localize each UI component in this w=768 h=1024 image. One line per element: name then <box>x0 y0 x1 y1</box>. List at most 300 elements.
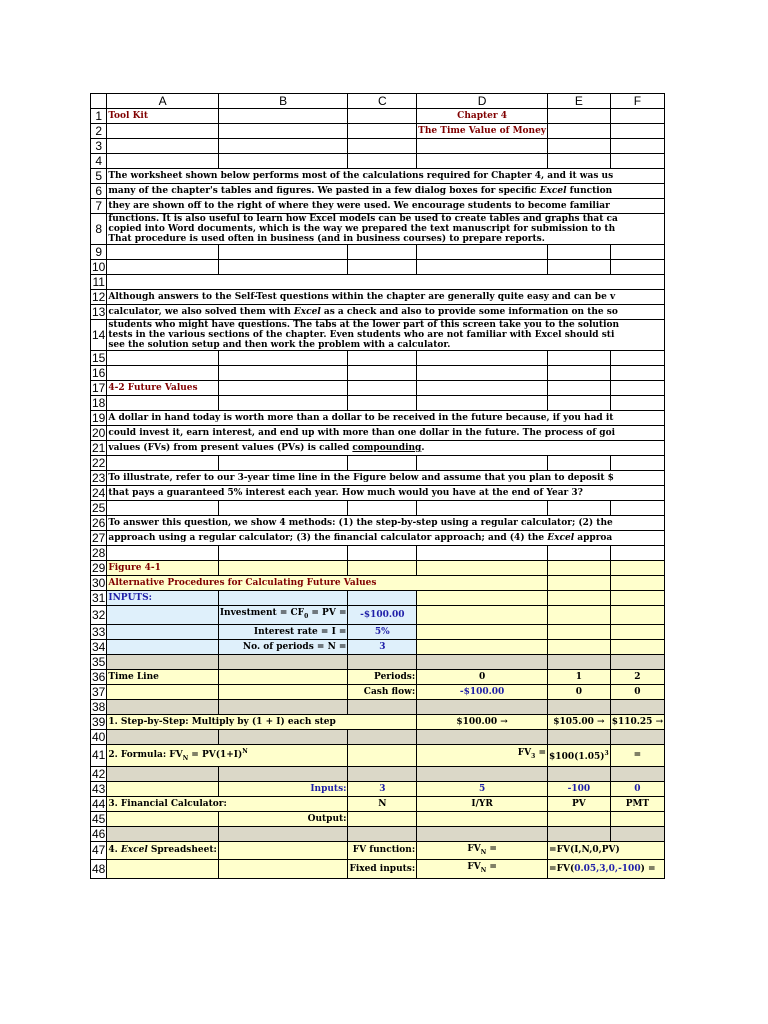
cell[interactable] <box>417 639 548 654</box>
cell[interactable] <box>348 456 417 471</box>
cell[interactable] <box>417 766 548 781</box>
selftest-paragraph-line: as a check and also to provide some information on the so <box>320 307 618 317</box>
cell[interactable] <box>610 154 664 169</box>
cell-a8[interactable] <box>107 214 665 245</box>
formula-equals[interactable]: = <box>610 744 664 766</box>
selftest-paragraph-line: students who might have questions. The tabs at the lower part of this screen take you to the solution <box>108 320 620 330</box>
cell[interactable] <box>610 109 664 124</box>
cell-a14[interactable] <box>107 320 665 351</box>
cell[interactable] <box>610 699 664 714</box>
cell[interactable] <box>610 139 664 154</box>
cell[interactable] <box>107 124 218 139</box>
cell[interactable] <box>417 381 548 396</box>
row-header[interactable]: 16 <box>92 366 106 380</box>
cell[interactable] <box>107 781 218 796</box>
cell[interactable] <box>218 826 348 841</box>
cell[interactable] <box>417 154 548 169</box>
cell[interactable] <box>548 591 611 606</box>
row-header[interactable]: 41 <box>91 744 107 766</box>
calc-iyr-value[interactable]: 5 <box>417 781 548 796</box>
row-header[interactable]: 37 <box>92 684 106 699</box>
column-header-row <box>91 94 665 109</box>
cell[interactable] <box>548 576 611 591</box>
row-header[interactable]: 42 <box>92 766 106 781</box>
period-0[interactable]: 0 <box>417 669 548 684</box>
cash-flow-label[interactable]: Cash flow: <box>348 684 417 699</box>
cell[interactable] <box>107 245 218 260</box>
cell[interactable] <box>348 826 417 841</box>
cell[interactable] <box>218 154 348 169</box>
cell[interactable] <box>548 124 611 139</box>
cell[interactable] <box>218 841 348 860</box>
cell[interactable] <box>610 381 664 396</box>
cell[interactable] <box>348 729 417 744</box>
cell-a19[interactable] <box>107 411 665 426</box>
step-value-1[interactable]: $105.00 → <box>548 714 611 729</box>
cell[interactable] <box>218 684 348 699</box>
row-header[interactable]: 17 <box>92 381 106 395</box>
label-text: 2. Formula: FV <box>108 749 183 760</box>
cell[interactable] <box>218 501 348 516</box>
cell[interactable] <box>610 366 664 381</box>
cell[interactable] <box>218 729 348 744</box>
cell[interactable] <box>107 624 218 639</box>
subscript: N <box>480 848 487 856</box>
row-39 <box>91 714 665 729</box>
selftest-paragraph-line: calculator, we also solved them with <box>108 307 294 317</box>
cell[interactable] <box>548 811 611 826</box>
cash-flow-0[interactable]: -$100.00 <box>417 684 548 699</box>
cell-a12[interactable] <box>107 290 665 305</box>
selftest-paragraph-line: tests in the various sections of the chapter. Even students who are not familiar with Excel should sti <box>108 330 615 340</box>
row-10 <box>91 260 665 275</box>
row-header[interactable]: 22 <box>92 456 106 470</box>
section-heading[interactable]: 4-2 Future Values <box>107 381 218 396</box>
row-header[interactable]: 12 <box>92 290 106 304</box>
cell-a21[interactable] <box>107 441 665 456</box>
methods-paragraph-line: approach using a regular calculator; (3) the financial calculator approach; and (4) the <box>108 533 548 543</box>
selftest-paragraph-line: see the solution setup and then work the problem with a calculator. <box>108 340 451 350</box>
cell[interactable] <box>218 654 348 669</box>
row-header[interactable]: 4 <box>91 154 107 169</box>
formula-text: $100(1.05) <box>549 751 605 762</box>
cell[interactable] <box>417 396 548 411</box>
row-header[interactable]: 27 <box>92 531 106 545</box>
cell[interactable] <box>548 826 611 841</box>
cell[interactable] <box>548 766 611 781</box>
periods-input[interactable]: 3 <box>348 639 417 654</box>
cell[interactable] <box>218 351 348 366</box>
cell[interactable] <box>610 591 664 606</box>
cell[interactable] <box>548 561 611 576</box>
cell[interactable] <box>548 139 611 154</box>
cell-a24[interactable] <box>107 486 665 501</box>
cell-a20[interactable] <box>107 426 665 441</box>
cell[interactable] <box>107 860 218 879</box>
row-header[interactable]: 19 <box>92 411 106 425</box>
cell[interactable] <box>348 351 417 366</box>
cell[interactable] <box>548 260 611 275</box>
row-25 <box>91 501 665 516</box>
cell[interactable] <box>218 860 348 879</box>
cell[interactable] <box>610 124 664 139</box>
corner-cell[interactable] <box>91 94 107 109</box>
formula-label[interactable] <box>107 744 348 766</box>
cell[interactable] <box>548 396 611 411</box>
cell[interactable] <box>218 591 348 606</box>
calc-n-label[interactable]: N <box>348 796 417 811</box>
example-paragraph-line: that pays a guaranteed 5% interest each year. How much would you have at the end of Year 3? <box>108 488 583 498</box>
row-header[interactable]: 29 <box>92 561 106 575</box>
cell[interactable] <box>107 811 218 826</box>
fv-paragraph-line: could invest it, earn interest, and end up with more than one dollar in the future. The process of goi <box>108 428 616 438</box>
cell[interactable] <box>417 729 548 744</box>
cell[interactable] <box>610 729 664 744</box>
interest-rate-input[interactable]: 5% <box>348 624 417 639</box>
fv-function-label[interactable]: FV function: <box>348 841 417 860</box>
intro-paragraph-line: they are shown off to the right of where they were used. We encourage students to become familiar <box>108 201 610 211</box>
cell[interactable] <box>417 624 548 639</box>
fv3-label[interactable] <box>417 744 548 766</box>
figure-title[interactable]: Alternative Procedures for Calculating Future Values <box>107 576 548 591</box>
cell[interactable] <box>417 591 548 606</box>
row-43 <box>91 781 665 796</box>
cell[interactable] <box>548 501 611 516</box>
cell-d2[interactable] <box>417 124 548 139</box>
cell[interactable] <box>417 501 548 516</box>
cell[interactable] <box>348 109 417 124</box>
cell[interactable] <box>348 381 417 396</box>
row-header[interactable]: 8 <box>91 214 107 245</box>
cell[interactable] <box>548 729 611 744</box>
column-header-f[interactable]: F <box>610 94 664 109</box>
cell[interactable] <box>548 546 611 561</box>
cell[interactable] <box>610 501 664 516</box>
cell[interactable] <box>348 154 417 169</box>
cell[interactable] <box>417 139 548 154</box>
investment-label[interactable] <box>218 606 348 625</box>
cell[interactable] <box>610 245 664 260</box>
period-1[interactable]: 1 <box>548 669 611 684</box>
cell[interactable] <box>218 124 348 139</box>
cash-flow-2[interactable]: 0 <box>610 684 664 699</box>
cell[interactable] <box>417 366 548 381</box>
cell[interactable] <box>417 826 548 841</box>
cell[interactable] <box>218 381 348 396</box>
row-header[interactable]: 15 <box>92 351 106 365</box>
cell[interactable] <box>107 766 218 781</box>
cell[interactable] <box>348 591 417 606</box>
row-24 <box>91 486 665 501</box>
row-header[interactable]: 36 <box>92 669 106 684</box>
periods-row-label[interactable]: Periods: <box>348 669 417 684</box>
excel-spreadsheet-label[interactable] <box>107 841 218 860</box>
cell[interactable] <box>610 826 664 841</box>
cell-a11[interactable] <box>107 275 665 290</box>
row-header[interactable]: 1 <box>91 109 107 124</box>
row-header[interactable]: 23 <box>92 471 106 485</box>
cell[interactable] <box>548 366 611 381</box>
cell-a13[interactable] <box>107 305 665 320</box>
cell[interactable] <box>548 381 611 396</box>
row-header[interactable]: 28 <box>92 546 106 560</box>
column-header-d[interactable]: D <box>417 94 548 109</box>
cell[interactable] <box>348 654 417 669</box>
cell-a23[interactable] <box>107 471 665 486</box>
row-header[interactable]: 31 <box>92 591 106 605</box>
cell[interactable] <box>548 624 611 639</box>
cell[interactable] <box>348 260 417 275</box>
row-45 <box>91 811 665 826</box>
row-header[interactable]: 39 <box>92 714 106 729</box>
cell[interactable] <box>417 811 548 826</box>
label-text: Investment = CF <box>219 608 305 618</box>
cell[interactable] <box>348 766 417 781</box>
fvn-label[interactable] <box>417 860 548 879</box>
cell[interactable] <box>218 260 348 275</box>
cell[interactable] <box>548 606 611 625</box>
cell[interactable] <box>610 561 664 576</box>
figure-label[interactable]: Figure 4-1 <box>107 561 218 576</box>
cell[interactable] <box>107 729 218 744</box>
cell[interactable] <box>107 546 218 561</box>
financial-calculator-label[interactable]: 3. Financial Calculator: <box>107 796 348 811</box>
cell[interactable] <box>610 546 664 561</box>
cell[interactable] <box>610 811 664 826</box>
cell[interactable] <box>348 139 417 154</box>
label-text: = <box>486 843 497 854</box>
step-value-0[interactable]: $100.00 → <box>417 714 548 729</box>
row-header[interactable]: 26 <box>92 516 106 530</box>
cell[interactable] <box>610 606 664 625</box>
cell[interactable] <box>348 501 417 516</box>
cell[interactable] <box>610 260 664 275</box>
cell[interactable] <box>107 154 218 169</box>
cell[interactable] <box>610 576 664 591</box>
row-7 <box>91 199 665 214</box>
cell[interactable] <box>218 699 348 714</box>
row-19 <box>91 411 665 426</box>
cell[interactable] <box>548 109 611 124</box>
row-header[interactable]: 48 <box>91 860 107 879</box>
cell[interactable] <box>417 606 548 625</box>
cell[interactable] <box>348 699 417 714</box>
excel-italic: Excel <box>120 845 148 856</box>
cell[interactable] <box>548 245 611 260</box>
calc-pmt-value[interactable]: 0 <box>610 781 664 796</box>
cell[interactable] <box>348 124 417 139</box>
row-header[interactable]: 11 <box>92 275 105 289</box>
row-header[interactable]: 38 <box>92 699 106 714</box>
row-header[interactable]: 44 <box>92 796 106 811</box>
cell[interactable] <box>348 561 417 576</box>
cell[interactable] <box>548 699 611 714</box>
cell[interactable] <box>610 624 664 639</box>
intro-paragraph-line: The worksheet shown below performs most of the calculations required for Chapter 4, and it was us <box>108 171 614 181</box>
cell[interactable] <box>348 744 417 766</box>
row-header[interactable]: 10 <box>92 260 106 274</box>
row-header[interactable]: 45 <box>92 811 106 826</box>
row-header[interactable]: 46 <box>92 826 106 841</box>
step-value-2[interactable]: $110.25 → <box>610 714 664 729</box>
fixed-inputs-label[interactable]: Fixed inputs: <box>348 860 417 879</box>
row-header[interactable]: 9 <box>91 245 107 260</box>
cell[interactable] <box>218 766 348 781</box>
cell[interactable] <box>417 654 548 669</box>
cell-a1[interactable]: Tool Kit <box>107 109 218 124</box>
row-header[interactable]: 7 <box>91 199 107 214</box>
row-header[interactable]: 5 <box>91 169 107 184</box>
cell[interactable] <box>107 260 218 275</box>
cell-a26[interactable] <box>107 516 665 531</box>
row-1 <box>91 109 665 124</box>
time-line-label[interactable]: Time Line <box>107 669 218 684</box>
row-29 <box>91 561 665 576</box>
column-header-e[interactable]: E <box>548 94 611 109</box>
row-32 <box>91 606 665 625</box>
calc-iyr-label[interactable]: I/YR <box>417 796 548 811</box>
selftest-paragraph-line: Although answers to the Self-Test questions within the chapter are generally quite easy and can be v <box>108 292 616 302</box>
row-header[interactable]: 35 <box>92 654 106 669</box>
row-header[interactable]: 40 <box>92 729 106 744</box>
cell[interactable] <box>548 351 611 366</box>
fixed-inputs-formula[interactable] <box>548 860 665 879</box>
cell[interactable] <box>610 654 664 669</box>
excel-italic: Excel <box>293 307 321 317</box>
cell[interactable] <box>218 669 348 684</box>
row-header[interactable]: 33 <box>92 624 106 639</box>
cell[interactable] <box>218 561 348 576</box>
cell[interactable] <box>218 396 348 411</box>
row-header[interactable]: 13 <box>92 305 106 319</box>
cell[interactable] <box>107 501 218 516</box>
period-2[interactable]: 2 <box>610 669 664 684</box>
cell[interactable] <box>218 546 348 561</box>
fvn-label[interactable] <box>417 841 548 860</box>
cell[interactable] <box>107 826 218 841</box>
cell-a27[interactable] <box>107 531 665 546</box>
cash-flow-1[interactable]: 0 <box>548 684 611 699</box>
interest-rate-label[interactable]: Interest rate = I = <box>218 624 348 639</box>
row-38 <box>91 699 665 714</box>
row-34 <box>91 639 665 654</box>
row-header[interactable]: 6 <box>91 184 107 199</box>
cell[interactable] <box>548 456 611 471</box>
cell[interactable] <box>218 139 348 154</box>
intro-paragraph-line: functions. It is also useful to learn how Excel models can be used to create tables and graphs that ca <box>108 214 618 224</box>
cell[interactable] <box>107 396 218 411</box>
cell[interactable] <box>610 456 664 471</box>
cell[interactable] <box>218 245 348 260</box>
row-2 <box>91 124 665 139</box>
formula-expression[interactable] <box>548 744 611 766</box>
row-header[interactable]: 3 <box>91 139 107 154</box>
calc-pv-value[interactable]: -100 <box>548 781 611 796</box>
cell[interactable] <box>417 546 548 561</box>
cell[interactable] <box>107 351 218 366</box>
cell-a7[interactable] <box>107 199 665 214</box>
calc-pmt-label[interactable]: PMT <box>610 796 664 811</box>
column-header-a[interactable]: A <box>107 94 218 109</box>
fv-function-formula[interactable]: =FV(I,N,0,PV) <box>548 841 665 860</box>
cell[interactable] <box>107 684 218 699</box>
row-header[interactable]: 32 <box>91 606 107 625</box>
cell[interactable] <box>417 260 548 275</box>
periods-label[interactable]: No. of periods = N = <box>218 639 348 654</box>
cell[interactable] <box>548 154 611 169</box>
cell[interactable] <box>348 396 417 411</box>
inputs-label[interactable]: INPUTS: <box>107 591 218 606</box>
cell[interactable] <box>417 456 548 471</box>
cell[interactable] <box>218 109 348 124</box>
sheet-title: The Time Value of Money <box>418 126 547 136</box>
row-header[interactable]: 30 <box>92 576 106 590</box>
row-header[interactable]: 24 <box>92 486 106 500</box>
cell[interactable] <box>417 245 548 260</box>
row-header[interactable]: 20 <box>92 426 106 440</box>
row-21 <box>91 441 665 456</box>
column-header-b[interactable]: B <box>218 94 348 109</box>
cell[interactable] <box>610 351 664 366</box>
row-header[interactable]: 47 <box>91 841 107 860</box>
row-header[interactable]: 25 <box>92 501 106 515</box>
cell[interactable] <box>610 766 664 781</box>
row-header[interactable]: 43 <box>92 781 106 796</box>
row-header[interactable]: 21 <box>92 441 106 455</box>
label-text: = <box>486 862 497 873</box>
column-header-c[interactable]: C <box>348 94 417 109</box>
row-header[interactable]: 2 <box>91 124 107 139</box>
cell[interactable] <box>107 699 218 714</box>
cell[interactable] <box>417 699 548 714</box>
row-14 <box>91 320 665 351</box>
investment-input[interactable]: -$100.00 <box>348 606 417 625</box>
cell[interactable] <box>548 654 611 669</box>
calc-n-value[interactable]: 3 <box>348 781 417 796</box>
calc-output-label[interactable]: Output: <box>218 811 348 826</box>
row-36 <box>91 669 665 684</box>
cell[interactable] <box>348 811 417 826</box>
cell[interactable] <box>107 456 218 471</box>
row-header[interactable]: 18 <box>92 396 106 410</box>
cell-a6[interactable] <box>107 184 665 199</box>
row-8 <box>91 214 665 245</box>
cell[interactable] <box>218 456 348 471</box>
cell-a5[interactable] <box>107 169 665 184</box>
cell[interactable] <box>610 639 664 654</box>
cell[interactable] <box>107 139 218 154</box>
cell[interactable] <box>107 606 218 625</box>
cell[interactable] <box>348 245 417 260</box>
cell[interactable] <box>107 639 218 654</box>
cell[interactable] <box>348 546 417 561</box>
cell[interactable] <box>107 654 218 669</box>
cell[interactable] <box>348 366 417 381</box>
cell[interactable] <box>218 366 348 381</box>
cell[interactable] <box>548 639 611 654</box>
cell[interactable] <box>107 366 218 381</box>
row-header[interactable]: 14 <box>91 320 107 351</box>
cell[interactable] <box>610 396 664 411</box>
calc-inputs-label[interactable]: Inputs: <box>218 781 348 796</box>
label-text: = PV = <box>308 608 347 618</box>
step-by-step-label[interactable]: 1. Step-by-Step: Multiply by (1 + I) each step <box>107 714 417 729</box>
cell[interactable] <box>417 561 548 576</box>
cell-d1[interactable]: Chapter 4 <box>417 109 548 124</box>
calc-pv-label[interactable]: PV <box>548 796 611 811</box>
cell[interactable] <box>417 351 548 366</box>
row-header[interactable]: 34 <box>92 639 106 654</box>
